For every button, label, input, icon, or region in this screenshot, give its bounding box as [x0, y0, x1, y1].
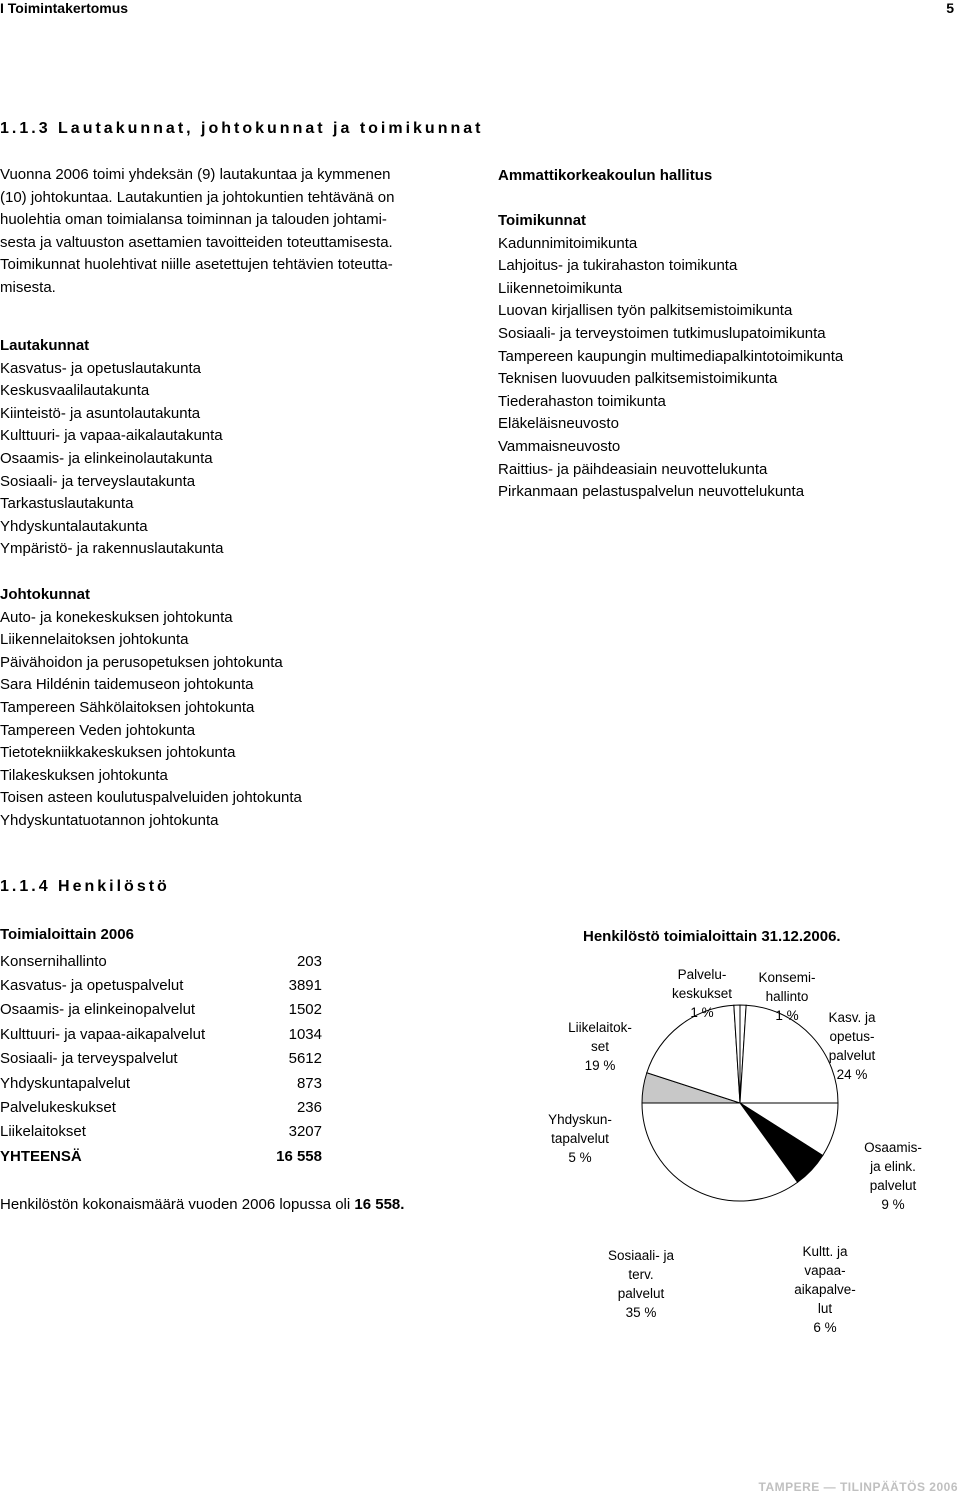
row-label: Konsernihallinto	[0, 952, 107, 970]
pie-label-line: palvelut	[617, 1286, 665, 1301]
list-item: Lahjoitus- ja tukirahaston toimikunta	[498, 257, 738, 275]
list-item: Päivähoidon ja perusopetuksen johtokunta	[0, 653, 283, 671]
pie-label-line: Sosiaali- ja	[607, 1248, 675, 1263]
staff-summary-number: 16 558.	[354, 1196, 405, 1213]
row-value: 873	[296, 1074, 322, 1092]
list-item: Kulttuuri- ja vapaa-aikalautakunta	[0, 427, 223, 445]
row-value: 1034	[288, 1025, 322, 1043]
pie-label-line: Konsemi-	[758, 970, 816, 985]
pie-slice-label	[828, 1008, 875, 1084]
list-item: Kasvatus- ja opetuslautakunta	[0, 359, 201, 377]
row-label: Kulttuuri- ja vapaa-aikapalvelut	[0, 1025, 206, 1043]
pie-label-line: aikapalve-	[794, 1282, 856, 1297]
list-item: Auto- ja konekeskuksen johtokunta	[0, 608, 233, 626]
chart-title: Henkilöstö toimialoittain 31.12.2006.	[583, 928, 841, 945]
pie-label-line: lut	[817, 1301, 833, 1316]
pie-label-line: Yhdyskun-	[548, 1112, 612, 1127]
row-value: 236	[296, 1099, 322, 1117]
list-item: Liikennelaitoksen johtokunta	[0, 631, 189, 649]
list-item: Luovan kirjallisen työn palkitsemistoimikunta	[498, 302, 793, 320]
pie-label-line: Osaamis-	[864, 1140, 922, 1155]
list-item: Tiederahaston toimikunta	[498, 392, 666, 410]
total-label: YHTEENSÄ	[0, 1147, 82, 1165]
pie-label-line: opetus-	[829, 1029, 875, 1044]
johtokunnat-heading: Johtokunnat	[0, 586, 90, 603]
pie-slice-label	[548, 1110, 612, 1167]
page-number: 5	[946, 0, 954, 16]
list-item: Yhdyskuntalautakunta	[0, 517, 148, 535]
pie-label-percent: 5 %	[568, 1150, 592, 1165]
list-item: Kiinteistö- ja asuntolautakunta	[0, 404, 201, 422]
list-item: Tampereen Veden johtokunta	[0, 721, 196, 739]
hallitus-heading: Ammattikorkeakoulun hallitus	[498, 167, 713, 184]
lautakunnat-heading: Lautakunnat	[0, 337, 90, 354]
row-value: 203	[296, 952, 322, 970]
footer-text: TAMPERE — TILINPÄÄTÖS 2006	[758, 1480, 958, 1494]
pie-label-line: keskukset	[671, 986, 733, 1001]
list-item: Liikennetoimikunta	[498, 279, 623, 297]
intro-line: Vuonna 2006 toimi yhdeksän (9) lautakuntaa ja kymmenen	[0, 166, 391, 183]
pie-label-line: vapaa-	[804, 1263, 846, 1278]
pie-label-percent: 1 %	[775, 1008, 799, 1023]
pie-label-percent: 35 %	[625, 1305, 657, 1320]
pie-label-line: Kultt. ja	[802, 1244, 848, 1259]
list-item: Osaamis- ja elinkeinolautakunta	[0, 449, 213, 467]
section-title-1-1-4: 1.1.4 Henkilöstö	[0, 878, 170, 895]
intro-line: huolehtia oman toimialansa toiminnan ja talouden johtami-	[0, 211, 387, 229]
row-value: 5612	[288, 1050, 322, 1068]
staff-table-title: Toimialoittain 2006	[0, 926, 134, 943]
row-label: Liikelaitokset	[0, 1123, 86, 1141]
running-header-title: I Toimintakertomus	[0, 0, 129, 16]
row-label: Osaamis- ja elinkeinopalvelut	[0, 1001, 196, 1019]
list-item: Tampereen Sähkölaitoksen johtokunta	[0, 698, 255, 716]
toimikunnat-heading: Toimikunnat	[498, 212, 587, 229]
pie-label-percent: 9 %	[881, 1197, 905, 1212]
row-label: Palvelukeskukset	[0, 1099, 116, 1117]
pie-label-line: tapalvelut	[551, 1131, 609, 1146]
intro-line: Toimikunnat huolehtivat niille asetettujen tehtävien toteutta-	[0, 256, 393, 274]
row-value: 3891	[288, 977, 322, 995]
list-item: Yhdyskuntatuotannon johtokunta	[0, 811, 219, 829]
pie-label-line: ja elink.	[870, 1159, 916, 1174]
list-item: Sara Hildénin taidemuseon johtokunta	[0, 676, 254, 694]
row-label: Yhdyskuntapalvelut	[0, 1074, 131, 1092]
list-item: Tampereen kaupungin multimediapalkintotoimikunta	[498, 347, 844, 365]
pie-label-line: Liikelaitok-	[568, 1020, 632, 1035]
pie-slice-label	[864, 1138, 922, 1214]
list-item: Keskusvaalilautakunta	[0, 382, 150, 400]
staff-summary-text: Henkilöstön kokonaismäärä vuoden 2006 lopussa oli	[0, 1196, 355, 1213]
pie-label-line: palvelut	[869, 1178, 917, 1193]
intro-line: misesta.	[0, 278, 56, 296]
row-label: Kasvatus- ja opetuspalvelut	[0, 977, 184, 995]
list-item: Pirkanmaan pelastuspalvelun neuvottelukunta	[498, 483, 805, 501]
total-value: 16 558	[276, 1147, 322, 1165]
list-item: Teknisen luovuuden palkitsemistoimikunta	[498, 370, 778, 388]
list-item: Tietotekniikkakeskuksen johtokunta	[0, 744, 236, 762]
intro-line: (10) johtokuntaa. Lautakuntien ja johtokuntien tehtävänä on	[0, 188, 395, 206]
list-item: Sosiaali- ja terveyslautakunta	[0, 472, 196, 490]
pie-label-line: Palvelu-	[677, 967, 727, 982]
row-value: 3207	[288, 1123, 322, 1141]
list-item: Sosiaali- ja terveystoimen tutkimuslupatoimikunta	[498, 324, 826, 342]
row-label: Sosiaali- ja terveyspalvelut	[0, 1050, 178, 1068]
pie-label-percent: 6 %	[813, 1320, 837, 1335]
list-item: Eläkeläisneuvosto	[498, 415, 619, 433]
list-item: Tilakeskuksen johtokunta	[0, 766, 168, 784]
pie-slice-label	[608, 1246, 674, 1322]
pie-label-line: set	[590, 1039, 609, 1054]
pie-slice-label	[758, 968, 815, 1025]
section-title-1-1-3: 1.1.3 Lautakunnat, johtokunnat ja toimikunnat	[0, 120, 484, 137]
pie-label-line: terv.	[628, 1267, 654, 1282]
pie-label-line: palvelut	[828, 1048, 876, 1063]
pie-label-percent: 19 %	[584, 1058, 616, 1073]
pie-label-line: Kasv. ja	[828, 1010, 876, 1025]
list-item: Kadunnimitoimikunta	[498, 234, 638, 252]
pie-slice-label	[794, 1242, 856, 1337]
list-item: Toisen asteen koulutuspalveluiden johtokunta	[0, 789, 302, 807]
list-item: Tarkastuslautakunta	[0, 495, 134, 513]
pie-slice-label	[568, 1018, 632, 1075]
list-item: Ympäristö- ja rakennuslautakunta	[0, 540, 224, 558]
pie-label-percent: 1 %	[690, 1005, 714, 1020]
list-item: Raittius- ja päihdeasiain neuvottelukunta	[498, 460, 768, 478]
pie-label-percent: 24 %	[836, 1067, 868, 1082]
pie-label-line: hallinto	[765, 989, 809, 1004]
pie-slice-label	[672, 965, 732, 1022]
intro-line: sesta ja valtuuston asettamien tavoitteiden toteuttamisesta.	[0, 233, 393, 251]
list-item: Vammaisneuvosto	[498, 437, 621, 455]
row-value: 1502	[288, 1001, 322, 1019]
